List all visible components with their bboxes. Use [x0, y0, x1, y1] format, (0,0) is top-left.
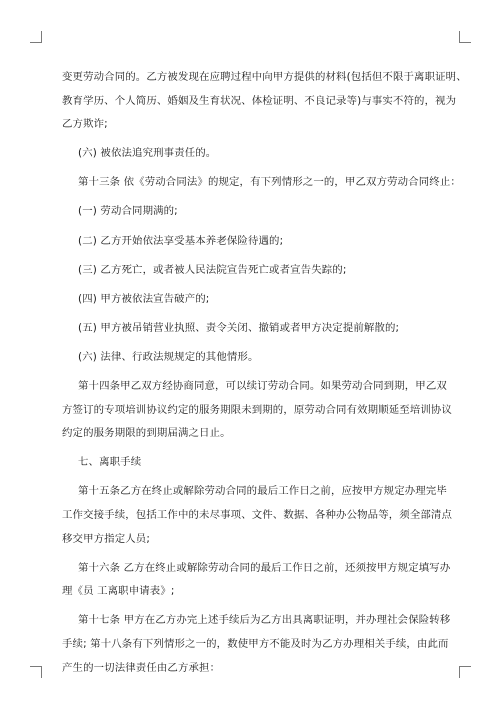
crop-mark-bottom-right	[459, 666, 471, 678]
clause-item: (六) 被依法追究刑事责任的。	[78, 147, 217, 160]
paragraph-line: 方签订的专项培训协议约定的服务期限未到期的，原劳动合同有效期顺延至培训协议	[62, 403, 452, 416]
paragraph-line: 移交甲方指定人员;	[62, 532, 150, 545]
paragraph-line: 第十七条 甲方在乙方办完上述手续后为乙方出具离职证明，并办理社会保险转移	[78, 614, 451, 627]
paragraph-line: 第十四条甲乙双方经协商同意，可以续订劳动合同。如果劳动合同到期，甲乙双	[78, 380, 447, 393]
clause-item: (二) 乙方开始依法享受基本养老保险待遇的;	[78, 234, 284, 247]
paragraph-line: 产生的一切法律责任由乙方承担：	[62, 661, 221, 674]
crop-mark-top-right	[459, 31, 471, 43]
paragraph-line: 变更劳动合同的。乙方被发现在应聘过程中向甲方提供的材料(包括但不限于离职证明、	[62, 71, 467, 83]
paragraph-line: 手续; 第十八条有下列情形之一的，数使甲方不能及时为乙方办理相关手续，由此而	[62, 637, 449, 650]
article-heading: 第十三条 依《劳动合同法》的规定，有下列情形之一的，甲乙双方劳动合同终止：	[78, 176, 461, 189]
clause-item: (四) 甲方被依法宣告破产的;	[78, 292, 210, 305]
paragraph-line: 乙方欺诈;	[62, 118, 108, 131]
paragraph-line: 约定的服务期限的到期届满之日止。	[62, 427, 231, 440]
section-heading: 七、离职手续	[78, 456, 142, 469]
clause-item: (一) 劳动合同期满的;	[78, 205, 178, 218]
document-body	[62, 66, 467, 680]
paragraph-line: 教育学历、个人简历、婚姻及生育状况、体检证明、不良记录等)与事实不符的，视为	[62, 94, 457, 107]
clause-item: (六) 法律、行政法规规定的其他情形。	[78, 350, 259, 363]
crop-mark-top-left	[30, 31, 42, 43]
clause-item: (五) 甲方被吊销营业执照、责令关闭、撤销或者甲方决定提前解散的;	[78, 321, 400, 334]
paragraph-line: 工作交接手续，包括工作中的未尽事项、文件、数据、各种办公物品等，须全部清点	[62, 509, 452, 521]
paragraph-line: 理《员 工离职申请表》;	[62, 585, 175, 598]
paragraph-line: 第十六条 乙方在终止或解除劳动合同的最后工作日之前，还须按甲方规定填写办	[78, 561, 451, 574]
crop-mark-bottom-left	[30, 666, 42, 678]
paragraph-line: 第十五条乙方在终止或解除劳动合同的最后工作日之前，应按甲方规定办理完毕	[78, 485, 447, 498]
clause-item: (三) 乙方死亡，或者被人民法院宣告死亡或者宣告失踪的;	[78, 263, 347, 276]
